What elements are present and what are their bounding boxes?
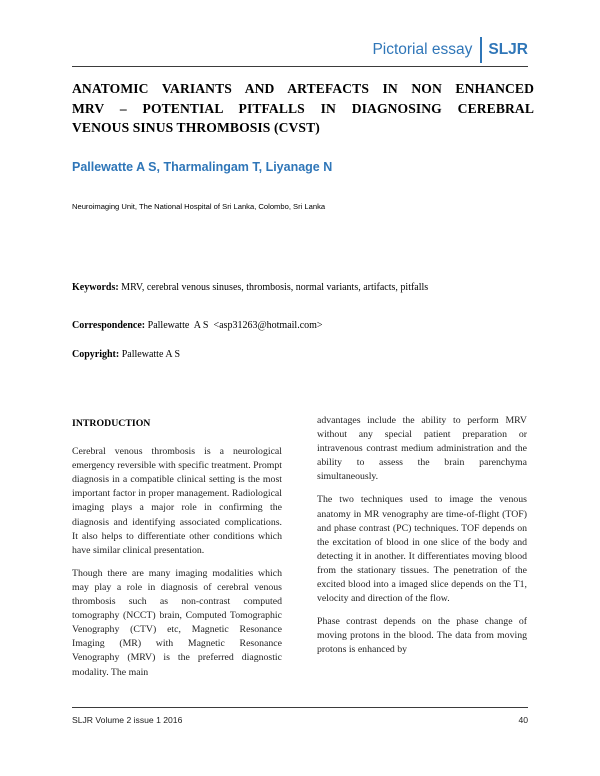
title-line: ANATOMIC VARIANTS AND ARTEFACTS IN NON ENHANCED [72, 81, 534, 96]
article-title [72, 79, 534, 138]
body-column-right [317, 414, 527, 667]
correspondence-text: Pallewatte A S <asp31263@hotmail.com> [147, 320, 323, 331]
header-separator [480, 37, 482, 63]
section-type-label: Pictorial essay [372, 41, 473, 58]
keywords-text: MRV, cerebral venous sinuses, thrombosis, normal variants, artifacts, pitfalls [121, 282, 429, 293]
body-paragraph: Cerebral venous thrombosis is a neurological emergency reversible with specific treatment. Prompt diagnosis in a compatible clinical setting is the most important factor in proper management. Radiological imaging plays a major role in confirming the diagnosis and identifying associated complications. It also helps to differentiate other conditions which have similar clinical presentation. [72, 446, 282, 556]
copyright-text: Pallewatte A S [121, 349, 181, 360]
footer-page-number: 40 [518, 715, 528, 725]
body-paragraph: Phase contrast depends on the phase change of moving protons in the blood. The data from moving protons is enhanced by [317, 616, 527, 656]
affiliation: Neuroimaging Unit, The National Hospital of Sri Lanka, Colombo, Sri Lanka [72, 202, 326, 211]
body-column-left [72, 417, 282, 689]
journal-abbrev: SLJR [488, 41, 528, 58]
footer-rule [72, 707, 528, 708]
author-list: Pallewatte A S, Tharmalingam T, Liyanage N [72, 160, 333, 174]
correspondence-label: Correspondence: [72, 320, 146, 331]
body-paragraph: The two techniques used to image the venous anatomy in MR venography are time-of-flight (TOF) and phase contrast (PC) techniques. TOF depends on the excitation of blood in one slice of the body and detecting it in another. It differentiates moving blood from the stationary tissues. The penetration of the excited blood into a imaged slice depends on the T1, velocity and direction of the flow. [317, 494, 527, 605]
copyright-label: Copyright: [72, 349, 120, 360]
footer-journal-issue: SLJR Volume 2 issue 1 2016 [72, 715, 183, 725]
running-header [372, 38, 528, 62]
body-paragraph: Though there are many imaging modalities which may play a role in diagnosis of cerebral venous thrombosis such as non-contrast computed tomography (NCCT) brain, Computed Tomographic Venography (CTV) etc, Magnetic Resonance Imaging (MR) with Magnetic Resonance Venography (MRV) is the preferred diagnostic modality. The main [72, 567, 282, 678]
correspondence [72, 320, 323, 331]
body-paragraph: advantages include the ability to perform MRV without any special patient preparation or intravenous contrast medium administration and the ability to assess the brain parenchyma simultaneously. [317, 415, 527, 483]
copyright [72, 349, 180, 360]
header-rule [72, 66, 528, 67]
keywords-label: Keywords: [72, 282, 119, 293]
section-heading: INTRODUCTION [72, 418, 151, 429]
keywords [72, 282, 428, 293]
title-line: MRV – POTENTIAL PITFALLS IN DIAGNOSING CEREBRAL [72, 100, 534, 116]
title-line: VENOUS SINUS THROMBOSIS (CVST) [72, 120, 320, 135]
